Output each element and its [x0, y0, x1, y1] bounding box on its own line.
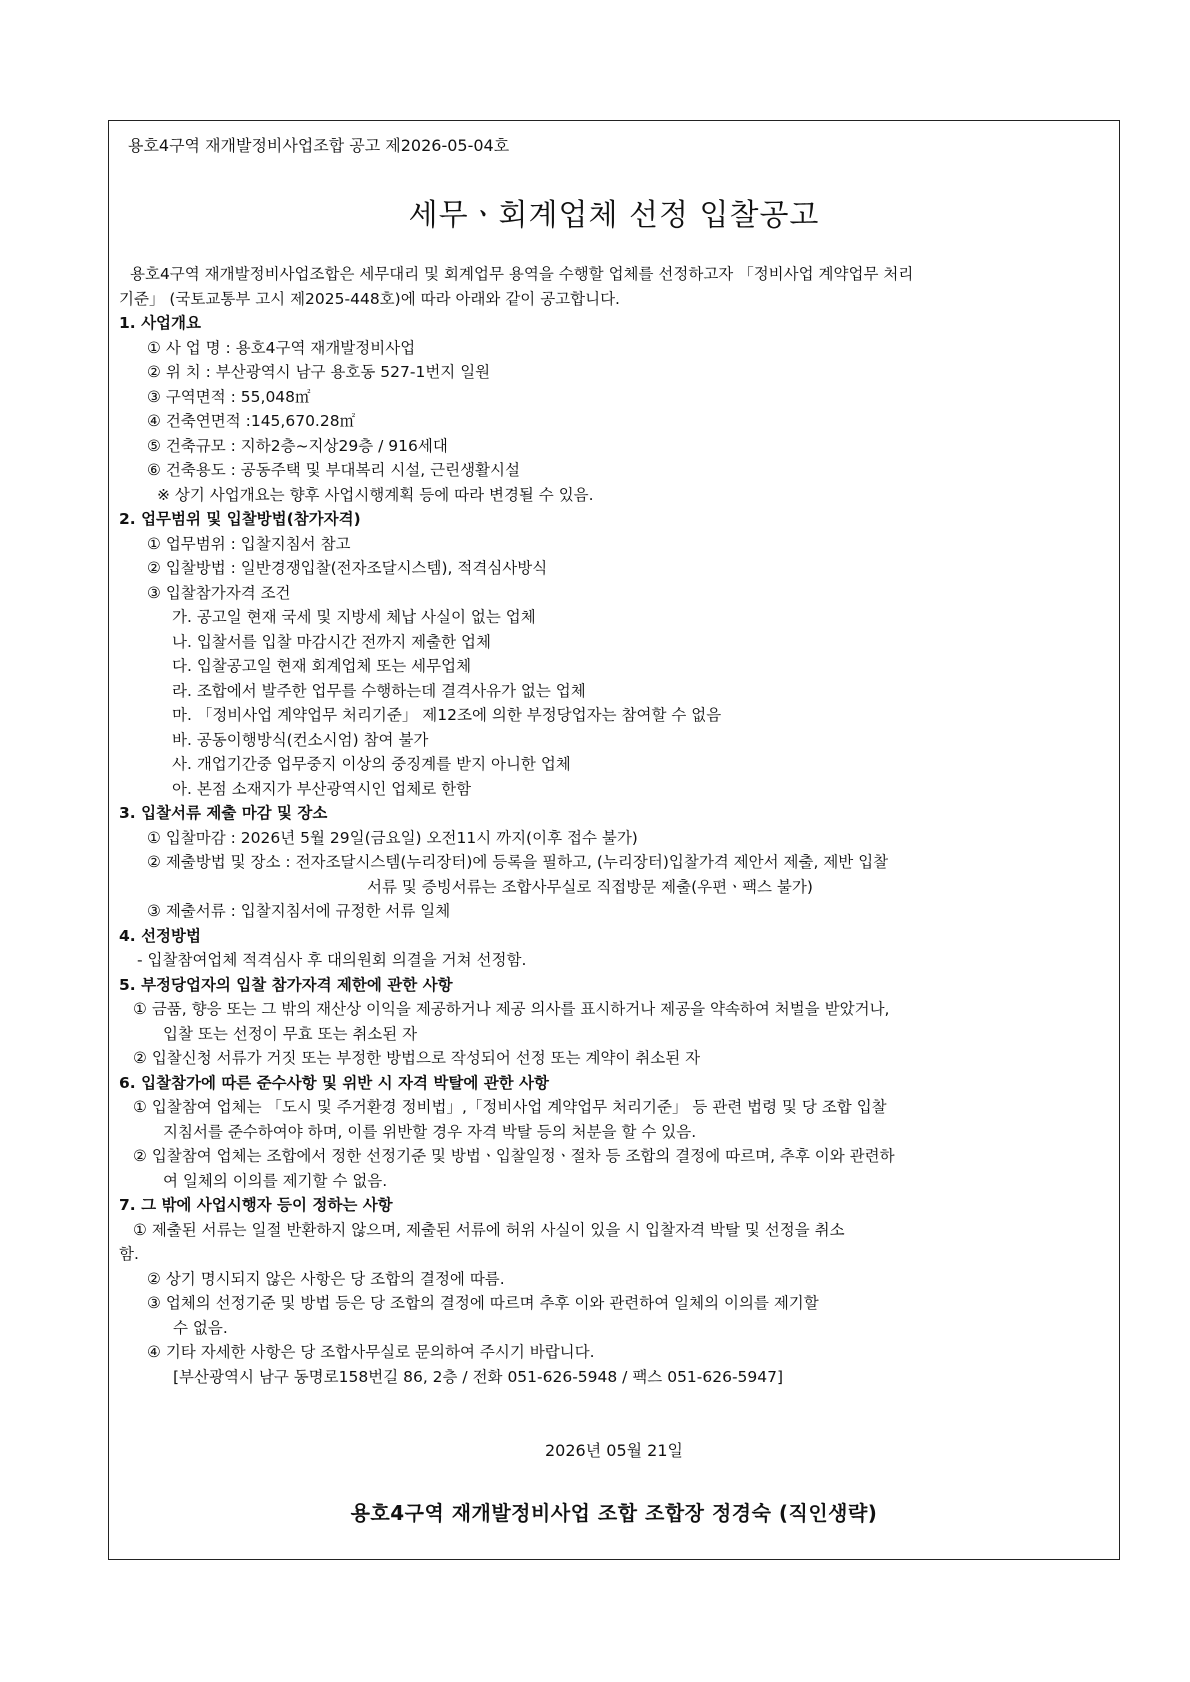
list-item-continuation: 수 없음.: [173, 1318, 228, 1337]
section-heading: 5. 부정당업자의 입찰 참가자격 제한에 관한 사항: [119, 975, 453, 994]
list-item-continuation: 지침서를 준수하여야 하며, 이를 위반할 경우 자격 박탈 등의 처분을 할 수 있음.: [163, 1122, 697, 1141]
list-item-line: ① 입찰참여 업체는 「도시 및 주거환경 정비법」,「정비사업 계약업무 처리기준」 등 관련 법령 및 당 조합 입찰: [133, 1098, 887, 1116]
list-item: [119, 1095, 1111, 1144]
sub-list-item: 나. 입찰서를 입찰 마감시간 전까지 제출한 업체: [172, 632, 491, 651]
list-item-continuation: 함.: [119, 1245, 139, 1263]
notice-body: [119, 262, 1111, 1389]
list-item-line: ② 제출방법 및 장소 : 전자조달시스템(누리장터)에 등록을 필하고, (누리장터)입찰가격 제안서 제출, 제반 입찰: [147, 853, 889, 871]
sub-list-item: 라. 조합에서 발주한 업무를 수행하는데 결격사유가 없는 업체: [172, 681, 586, 700]
list-item: ⑥ 건축용도 : 공동주택 및 부대복리 시설, 근린생활시설: [147, 461, 520, 479]
list-item: ③ 제출서류 : 입찰지침서에 규정한 서류 일체: [147, 902, 451, 920]
sub-list-item: 사. 개업기간중 업무중지 이상의 중징계를 받지 아니한 업체: [172, 755, 571, 773]
list-item: [119, 997, 1111, 1046]
list-item-continuation: 입찰 또는 선정이 무효 또는 취소된 자: [163, 1024, 418, 1043]
list-item: ① 사 업 명 : 용호4구역 재개발정비사업: [147, 338, 416, 357]
list-item: - 입찰참여업체 적격심사 후 대의원회 의결을 거쳐 선정함.: [137, 951, 527, 969]
section-heading: 3. 입찰서류 제출 마감 및 장소: [119, 804, 328, 822]
list-item: ③ 구역면적 : 55,048㎡: [147, 387, 311, 406]
list-item: ① 제출된 서류는 일절 반환하지 않으며, 제출된 서류에 허위 사실이 있을 시 입찰자격 박탈 및 선정을 취소: [133, 1220, 845, 1239]
list-item: [119, 850, 1111, 899]
list-item-line: ④ 기타 자세한 사항은 당 조합사무실로 문의하여 주시기 바랍니다.: [147, 1343, 595, 1361]
list-item: ④ 건축연면적 :145,670.28㎡: [147, 412, 356, 430]
list-item-line: ② 입찰참여 업체는 조합에서 정한 선정기준 및 방법ㆍ입찰일정ㆍ절차 등 조합의 결정에 따르며, 추후 이와 관련하: [133, 1147, 895, 1165]
list-item-line: ③ 업체의 선정기준 및 방법 등은 당 조합의 결정에 따르며 추후 이와 관련하여 일체의 이의를 제기할: [147, 1294, 819, 1312]
section-heading: 6. 입찰참가에 따른 준수사항 및 위반 시 자격 박탈에 관한 사항: [119, 1073, 549, 1092]
intro-line: 용호4구역 재개발정비사업조합은 세무대리 및 회계업무 용역을 수행할 업체를 선정하고자 「정비사업 계약업무 처리: [130, 265, 914, 283]
sub-list-item: 바. 공동이행방식(컨소시엄) 참여 불가: [172, 730, 429, 749]
notice-date: 2026년 05월 21일: [545, 1441, 683, 1460]
page-title: 세무ㆍ회계업체 선정 입찰공고: [408, 198, 820, 233]
list-item: ① 업무범위 : 입찰지침서 참고: [147, 534, 351, 553]
notice-number: 용호4구역 재개발정비사업조합 공고 제2026-05-04호: [128, 136, 510, 155]
list-item: ② 입찰신청 서류가 거짓 또는 부정한 방법으로 작성되어 선정 또는 계약이 취소된 자: [133, 1049, 701, 1067]
list-item-continuation: 여 일체의 이의를 제기할 수 없음.: [163, 1171, 388, 1190]
section-heading: 1. 사업개요: [119, 314, 201, 332]
intro-line: 기준」 (국토교통부 고시 제2025-448호)에 따라 아래와 같이 공고합니다.: [119, 289, 620, 308]
section-heading: 2. 업무범위 및 입찰방법(참가자격): [119, 510, 361, 528]
signature-line: 용호4구역 재개발정비사업 조합 조합장 정경숙 (직인생략): [350, 1501, 878, 1525]
list-item: ② 입찰방법 : 일반경쟁입찰(전자조달시스템), 적격심사방식: [147, 559, 548, 577]
sub-list-item: 가. 공고일 현재 국세 및 지방세 체납 사실이 없는 업체: [172, 608, 536, 626]
list-item: ② 위 치 : 부산광역시 남구 용호동 527-1번지 일원: [147, 363, 491, 381]
sub-list-item: 아. 본점 소재지가 부산광역시인 업체로 한함: [172, 779, 472, 798]
section-heading: 4. 선정방법: [119, 926, 201, 945]
list-item: ① 입찰마감 : 2026년 5월 29일(금요일) 오전11시 까지(이후 접수 불가): [147, 828, 638, 847]
contact-info: [부산광역시 남구 동명로158번길 86, 2층 / 전화 051-626-5948 / 팩스 051-626-5947]: [173, 1367, 784, 1386]
list-item: [119, 1291, 1111, 1340]
list-item-continuation: 서류 및 증빙서류는 조합사무실로 직접방문 제출(우편ㆍ팩스 불가): [367, 877, 813, 896]
list-item: [119, 1340, 1111, 1389]
sub-list-item: 마. 「정비사업 계약업무 처리기준」 제12조에 의한 부정당업자는 참여할 수 없음: [172, 706, 722, 724]
note-text: ※ 상기 사업개요는 향후 사업시행계획 등에 따라 변경될 수 있음.: [157, 485, 594, 504]
list-item: ③ 입찰참가자격 조건: [147, 583, 291, 602]
list-item: ⑤ 건축규모 : 지하2층~지상29층 / 916세대: [147, 436, 448, 455]
list-item-line: ① 금품, 향응 또는 그 밖의 재산상 이익을 제공하거나 제공 의사를 표시하거나 제공을 약속하여 처벌을 받았거나,: [133, 1000, 890, 1018]
sub-list-item: 다. 입찰공고일 현재 회계업체 또는 세무업체: [172, 657, 472, 675]
list-item: [119, 1144, 1111, 1193]
section-heading: 7. 그 밖에 사업시행자 등이 정하는 사항: [119, 1196, 393, 1214]
list-item: ② 상기 명시되지 않은 사항은 당 조합의 결정에 따름.: [147, 1269, 505, 1288]
